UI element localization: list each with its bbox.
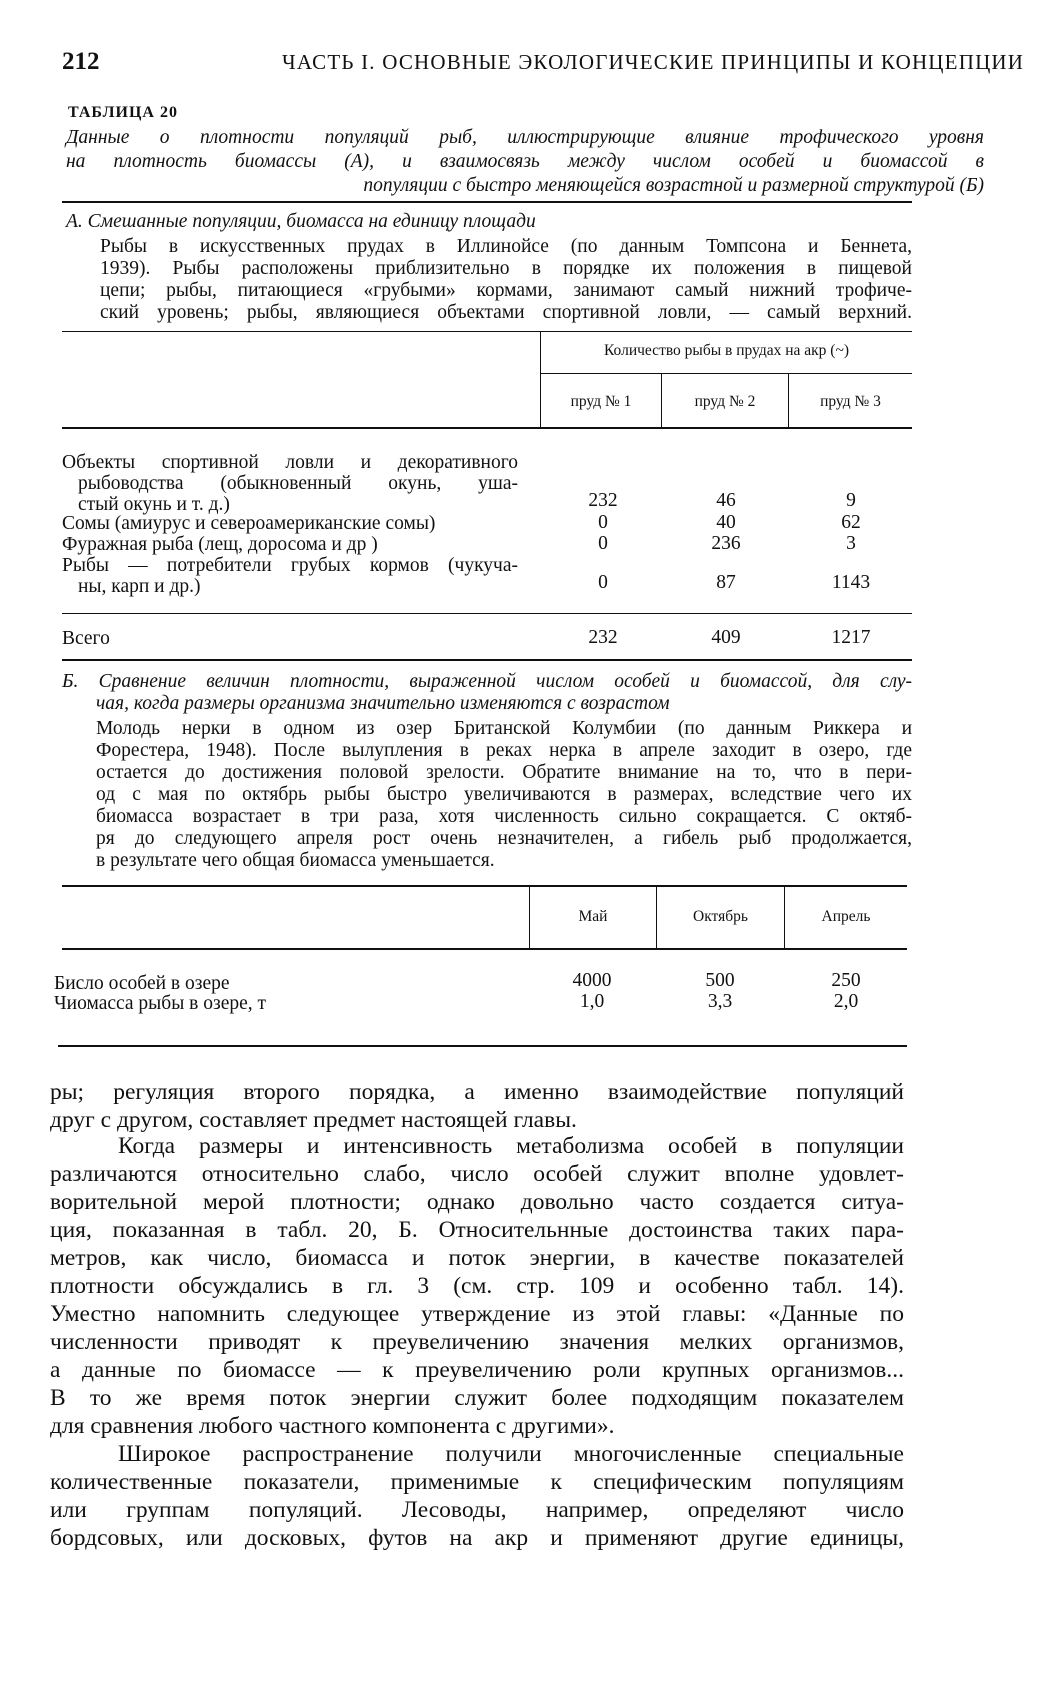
body-line-8: плотности обсуждались в гл. 3 (см. стр. 109 и особенно табл. 14). [50, 1273, 904, 1299]
table-label: ТАБЛИЦА 20 [68, 104, 178, 121]
section-a-text-1: Рыбы в искусственных прудах в Иллинойсе (по данным Томпсона и Беннета, [100, 236, 912, 257]
section-b-title-1: Б. Сравнение величин плотности, выраженной числом особей и биомассой, для слу- [62, 671, 912, 692]
row-label-forage-fish: Фуражная рыба (лещ, доросома и др ) [62, 534, 378, 555]
col-header-may: Май [578, 908, 608, 925]
cell-rough-fish-pond-3: 1143 [831, 572, 871, 593]
cell-biomass-april: 2,0 [833, 991, 859, 1012]
section-b-text-6: ря до следующего апреля рост очень незначителен, а гибель рыб продолжается, [96, 828, 912, 849]
cell-count-may: 4000 [572, 970, 612, 991]
section-a-text-2: 1939). Рыбы расположены приблизительно в порядке их положения в пищевой [100, 258, 912, 279]
section-b-text-2: Форестера, 1948). После вылупления в реках нерка в апреле заходит в озеро, где [96, 740, 912, 761]
row-label-game-fish: Объекты спортивной ловли и декоративного [62, 452, 518, 473]
table-top-rule [62, 201, 912, 203]
row-label-game-fish-2: рыбоводства (обыкновенный окунь, уша- [78, 473, 518, 494]
cell-rough-fish-pond-1: 0 [598, 572, 608, 593]
body-line-11: а данные по биомассе — к преувеличению роли крупных организмов... [50, 1357, 904, 1383]
col-header-pond-2: пруд № 2 [694, 393, 756, 410]
section-b-text-4: од с мая по октябрь рыбы быстро увеличиваются в размерах, вследствие чего их [96, 784, 912, 805]
section-b-text-5: биомасса возрастает в три раза, хотя численность сильно сокращается. С октяб- [96, 806, 912, 827]
row-label-biomass: Чиомасса рыбы в озере, т [54, 993, 267, 1014]
section-b-title-2: чая, когда размеры организма значительно изменяются с возрастом [96, 693, 670, 714]
body-line-15: количественные показатели, применимые к специфическим популяциям [50, 1469, 904, 1495]
cell-catfish-pond-3: 62 [841, 512, 861, 533]
section-b-text-3: остается до достижения половой зрелости. Обратите внимание на то, что в пери- [96, 762, 912, 783]
table-bottom-rule [58, 1045, 907, 1047]
body-line-17: бордсовых, или досковых, футов на акр и применяют другие единицы, [50, 1525, 904, 1551]
total-pond-2: 409 [711, 627, 741, 648]
total-pond-1: 232 [588, 627, 618, 648]
body-line-1: ры; регуляция второго порядка, а именно взаимодействие популяций [50, 1079, 904, 1105]
body-line-5: ворительной мерой плотности; однако довольно часто создается ситуа- [50, 1189, 904, 1215]
cell-catfish-pond-2: 40 [716, 512, 736, 533]
body-line-14: Широкое распространение получили многочисленные специальные [118, 1441, 904, 1467]
body-line-12: В то же время поток энергии служит более подходящим показателем [50, 1385, 904, 1411]
table-caption-line-3: популяции с быстро меняющейся возрастной и размерной структурой (Б) [363, 175, 984, 196]
cell-forage-fish-pond-3: 3 [846, 533, 856, 554]
cell-catfish-pond-1: 0 [598, 512, 608, 533]
total-pond-3: 1217 [831, 627, 871, 648]
body-line-9: Уместно напомнить следующее утверждение из этой главы: «Данные по [50, 1301, 904, 1327]
row-label-rough-fish-2: ны, карп и др.) [78, 576, 201, 597]
cell-biomass-may: 1,0 [579, 991, 605, 1012]
col-header-october: Октябрь [693, 908, 748, 925]
body-line-7: метров, как число, биомасса и поток энергии, в качестве показателей [50, 1245, 904, 1271]
running-title: ЧАСТЬ I. ОСНОВНЫЕ ЭКОЛОГИЧЕСКИЕ ПРИНЦИПЫ И КОНЦЕПЦИИ [282, 50, 1025, 74]
cell-forage-fish-pond-2: 236 [711, 533, 741, 554]
body-line-16: или группам популяций. Лесоводы, например, определяют число [50, 1497, 904, 1523]
section-a-title: А. Смешанные популяции, биомасса на единицу площади [66, 211, 536, 232]
body-line-4: различаются относительно слабо, число особей служит вполне удовлет- [50, 1161, 904, 1187]
table-caption-line-1: Данные о плотности популяций рыб, иллюстрирующие влияние трофического уровня [66, 127, 984, 148]
col-header-april: Апрель [821, 908, 871, 925]
row-label-catfish: Сомы (амиурус и североамериканские сомы) [62, 513, 436, 534]
table-a-header-bottom-rule [62, 427, 912, 429]
col-header-pond-3: пруд № 3 [820, 393, 881, 410]
body-line-3: Когда размеры и интенсивность метаболизма особей в популяции [118, 1133, 904, 1159]
section-b-text-7: в результате чего общая биомасса уменьшается. [96, 850, 495, 871]
page-number: 212 [62, 48, 100, 75]
col-header-pond-1: пруд № 1 [570, 393, 632, 410]
cell-game-fish-pond-1: 232 [588, 490, 618, 511]
table-a-bottom-rule [62, 659, 912, 661]
table-a-group-header: Количество рыбы в прудах на акр (~) [603, 342, 850, 359]
section-a-text-3: цепи; рыбы, питающиеся «грубыми» кормами, занимают самый нижний трофиче- [100, 280, 912, 301]
row-label-fish-count: Бисло особей в озере [54, 973, 230, 994]
body-line-13: для сравнения любого частного компонента с другими». [50, 1413, 615, 1439]
section-a-text-4: ский уровень; рыбы, являющиеся объектами спортивной ловли, — самый верхний. [100, 302, 912, 323]
cell-forage-fish-pond-1: 0 [598, 533, 608, 554]
table-b-header-rule [62, 948, 907, 950]
cell-rough-fish-pond-2: 87 [716, 572, 736, 593]
row-label-rough-fish: Рыбы — потребители грубых кормов (чукуча- [62, 555, 518, 576]
cell-game-fish-pond-2: 46 [716, 490, 736, 511]
body-line-10: численности приводят к преувеличению значения мелких организмов, [50, 1329, 904, 1355]
table-b-top-rule [62, 885, 907, 887]
section-b-text-1: Молодь нерки в одном из озер Британской Колумбии (по данным Риккера и [96, 718, 912, 739]
table-a-total-rule [62, 613, 912, 614]
body-line-2: друг с другом, составляет предмет настоящей главы. [50, 1107, 577, 1133]
cell-count-april: 250 [831, 970, 861, 991]
cell-biomass-october: 3,3 [707, 991, 733, 1012]
row-label-game-fish-3: стый окунь и т. д.) [78, 494, 230, 515]
cell-game-fish-pond-3: 9 [846, 490, 856, 511]
table-a-header-top-rule [62, 331, 912, 332]
table-a-group-underline [541, 373, 912, 374]
table-caption-line-2: на плотность биомассы (А), и взаимосвязь между числом особей и биомассой в [66, 151, 984, 172]
body-line-6: ция, показанная в табл. 20, Б. Относительнные достоинства таких пара- [50, 1217, 904, 1243]
cell-count-october: 500 [705, 970, 735, 991]
total-label: Всего [62, 628, 110, 649]
